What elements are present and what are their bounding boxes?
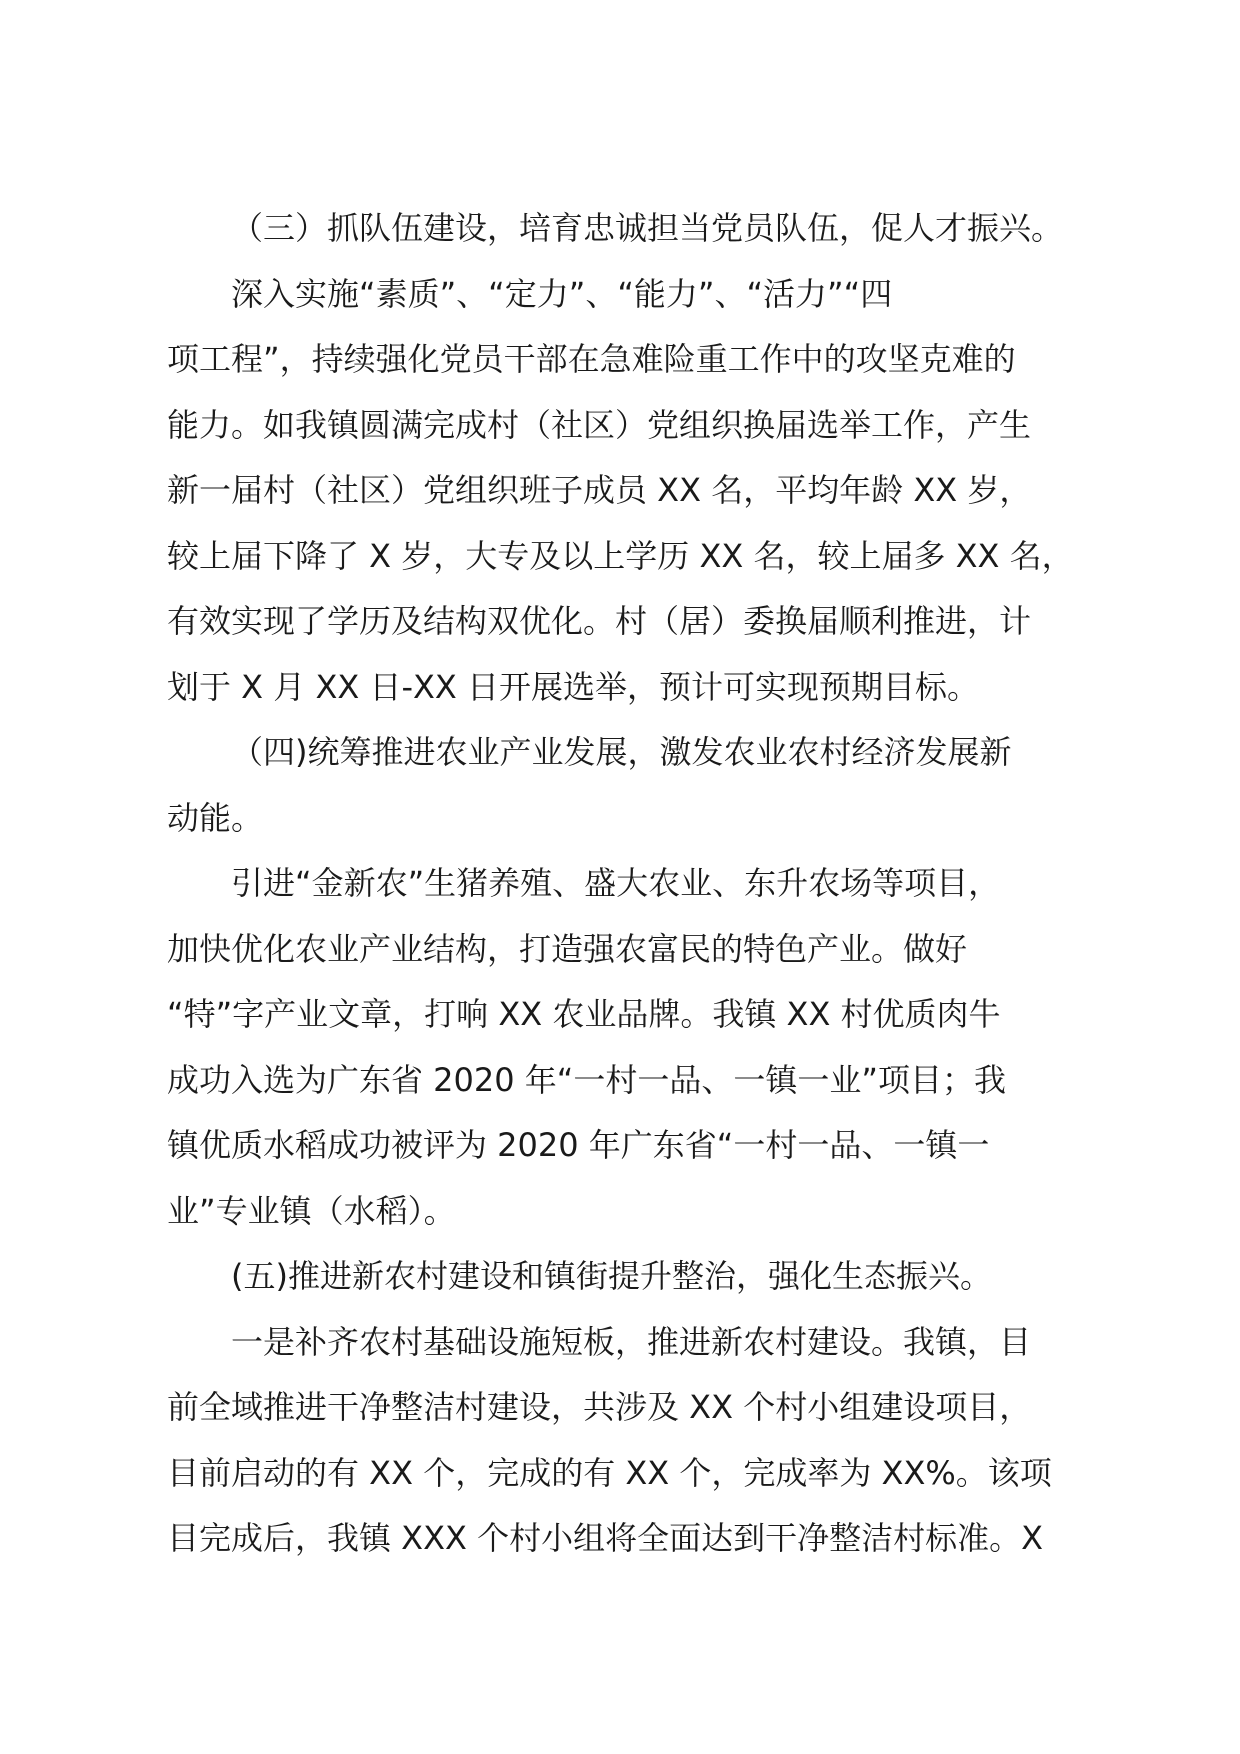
paragraph-line: 引进“金新农”生猪养殖、盛大农业、东升农场等项目， bbox=[231, 864, 1001, 902]
paragraph-line: 较上届下降了 X 岁，大专及以上学历 XX 名，较上届多 XX 名， bbox=[167, 536, 1074, 575]
paragraph-line: 划于 X 月 XX 日-XX 日开展选举，预计可实现预期目标。 bbox=[167, 667, 980, 706]
paragraph-line: 项工程”，持续强化党员干部在急难险重工作中的攻坚克难的 bbox=[167, 340, 1016, 378]
paragraph-line: 目前启动的有 XX 个，完成的有 XX 个，完成率为 XX%。该项 bbox=[167, 1453, 1052, 1492]
paragraph-line: 目完成后，我镇 XXX 个村小组将全面达到干净整洁村标准。X bbox=[167, 1519, 1044, 1557]
paragraph-line: 新一届村（社区）党组织班子成员 XX 名，平均年龄 XX 岁， bbox=[167, 471, 1032, 509]
section-heading-4: （四)统筹推进农业产业发展，激发农业农村经济发展新 bbox=[231, 733, 1012, 771]
paragraph-line: 有效实现了学历及结构双优化。村（居）委换届顺利推进，计 bbox=[167, 602, 1032, 640]
document-body bbox=[167, 196, 1097, 1572]
paragraph-line: 业”专业镇（水稻）。 bbox=[167, 1191, 456, 1230]
section-heading-5: (五)推进新农村建设和镇街提升整治，强化生态振兴。 bbox=[231, 1257, 992, 1295]
section-heading-3: （三）抓队伍建设，培育忠诚担当党员队伍，促人才振兴。 bbox=[231, 209, 1064, 247]
paragraph-line: 一是补齐农村基础设施短板，推进新农村建设。我镇，目 bbox=[231, 1322, 1032, 1361]
paragraph-line: 能力。如我镇圆满完成村（社区）党组织换届选举工作，产生 bbox=[167, 405, 1032, 444]
paragraph-line: 成功入选为广东省 2020 年“一村一品、一镇一业”项目；我 bbox=[167, 1060, 1006, 1099]
paragraph-line: 加快优化农业产业结构，打造强农富民的特色产业。做好 bbox=[167, 929, 968, 968]
paragraph-line: 深入实施“素质”、“定力”、“能力”、“活力”“四 bbox=[231, 274, 893, 313]
paragraph-line: “特”字产业文章，打响 XX 农业品牌。我镇 XX 村优质肉牛 bbox=[167, 995, 1001, 1033]
paragraph-line: 镇优质水稻成功被评为 2020 年广东省“一村一品、一镇一 bbox=[167, 1126, 990, 1164]
section-heading-4-continued: 动能。 bbox=[167, 798, 264, 837]
paragraph-line: 前全域推进干净整洁村建设，共涉及 XX 个村小组建设项目， bbox=[167, 1388, 1032, 1426]
